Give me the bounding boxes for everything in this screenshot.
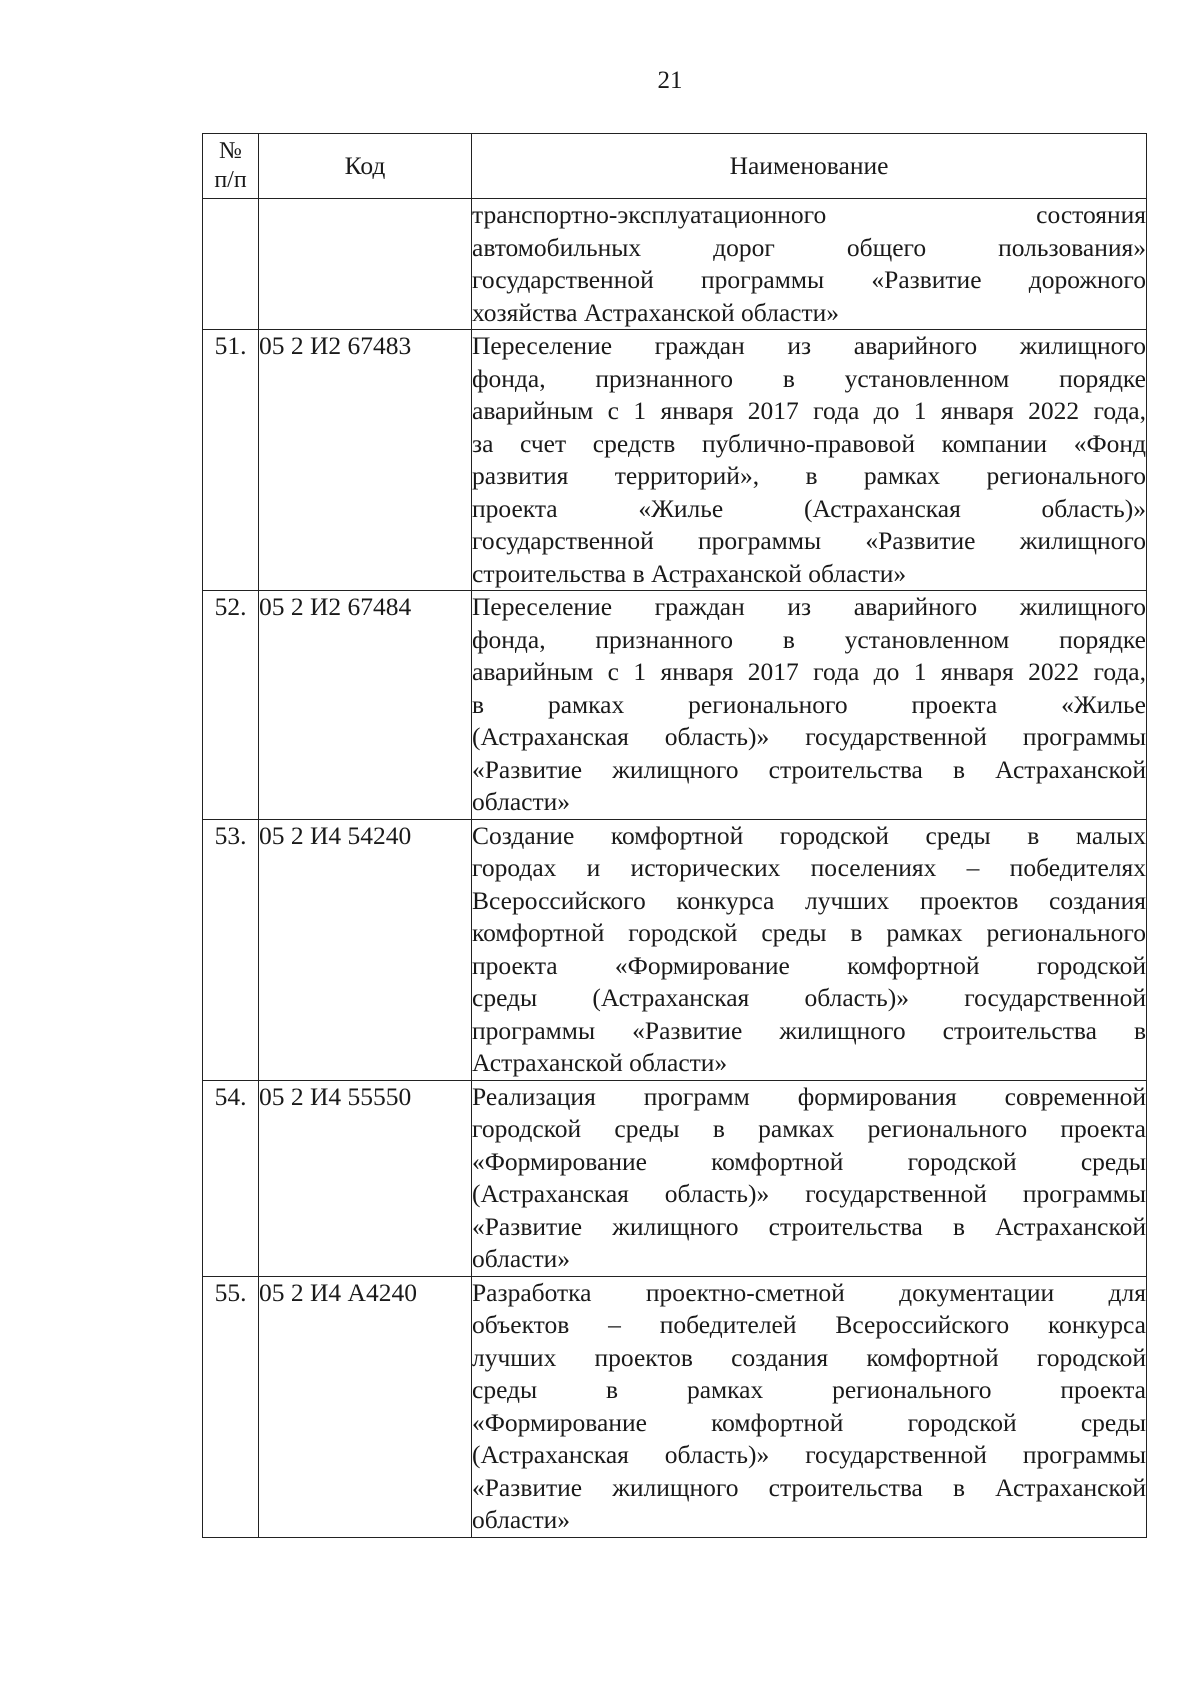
header-code: Код bbox=[259, 134, 472, 199]
row-name-line: Переселение граждан из аварийного жилищного bbox=[472, 331, 1146, 360]
row-code: 05 2 И4 54240 bbox=[259, 819, 472, 1080]
row-name-line: (Астраханская область)» государственной программы bbox=[472, 1179, 1146, 1208]
table-header-row bbox=[203, 134, 1147, 199]
row-name-line: (Астраханская область)» государственной программы bbox=[472, 1440, 1146, 1469]
row-code: 05 2 И2 67484 bbox=[259, 591, 472, 820]
row-name bbox=[472, 330, 1147, 591]
row-name-line: (Астраханская область)» государственной программы bbox=[472, 722, 1146, 751]
row-name-line: среды в рамках регионального проекта bbox=[472, 1375, 1146, 1404]
row-name-line: транспортно-эксплуатационного состояния bbox=[472, 200, 1146, 229]
row-name-line: «Развитие жилищного строительства в Астраханской bbox=[472, 754, 1146, 784]
row-number: 53. bbox=[203, 819, 259, 1080]
row-name-line: аварийным с 1 января 2017 года до 1 января 2022 года, bbox=[472, 396, 1146, 425]
row-name-line: области» bbox=[472, 787, 570, 816]
table-row bbox=[203, 330, 1147, 591]
row-name-line: среды (Астраханская область)» государственной bbox=[472, 983, 1146, 1012]
row-name-line: «Формирование комфортной городской среды bbox=[472, 1146, 1146, 1176]
row-name-line: строительства в Астраханской области» bbox=[472, 558, 907, 588]
row-name-line: Создание комфортной городской среды в малых bbox=[472, 820, 1146, 850]
row-number: 55. bbox=[203, 1276, 259, 1537]
row-name-line: лучших проектов создания комфортной городской bbox=[472, 1342, 1146, 1372]
table-row bbox=[203, 819, 1147, 1080]
row-name-line: Астраханской области» bbox=[472, 1048, 728, 1077]
row-name-line: программы «Развитие жилищного строительства в bbox=[472, 1015, 1146, 1045]
row-name-line: «Развитие жилищного строительства в Астраханской bbox=[472, 1211, 1146, 1241]
table-row bbox=[203, 199, 1147, 330]
row-name-line: государственной программы «Развитие дорожного bbox=[472, 265, 1146, 294]
row-number: 52. bbox=[203, 591, 259, 820]
row-name-line: фонда, признанного в установленном порядке bbox=[472, 624, 1146, 654]
row-name bbox=[472, 1276, 1147, 1537]
row-number: 54. bbox=[203, 1080, 259, 1276]
row-name-line: проекта «Жилье (Астраханская область)» bbox=[472, 493, 1146, 523]
row-name-line: объектов – победителей Всероссийского конкурса bbox=[472, 1310, 1146, 1339]
row-name-line: области» bbox=[472, 1244, 570, 1273]
row-code bbox=[259, 199, 472, 330]
row-name bbox=[472, 819, 1147, 1080]
table-body bbox=[203, 199, 1147, 1538]
row-name bbox=[472, 199, 1147, 330]
row-name-line: хозяйства Астраханской области» bbox=[472, 297, 840, 327]
row-number: 51. bbox=[203, 330, 259, 591]
row-name-line: комфортной городской среды в рамках регионального bbox=[472, 918, 1146, 947]
row-name-line: автомобильных дорог общего пользования» bbox=[472, 232, 1146, 262]
row-name-line: Разработка проектно-сметной документации для bbox=[472, 1277, 1146, 1307]
header-num bbox=[203, 134, 259, 199]
row-name-line: городах и исторических поселениях – победителях bbox=[472, 853, 1146, 882]
table-row bbox=[203, 1276, 1147, 1537]
row-name-line: проекта «Формирование комфортной городской bbox=[472, 950, 1146, 980]
row-name-line: Реализация программ формирования современной bbox=[472, 1081, 1146, 1111]
row-name bbox=[472, 591, 1147, 820]
table-row bbox=[203, 591, 1147, 820]
row-name bbox=[472, 1080, 1147, 1276]
row-name-line: за счет средств публично-правовой компании «Фонд bbox=[472, 428, 1146, 458]
row-name-line: в рамках регионального проекта «Жилье bbox=[472, 689, 1146, 719]
row-name-line: фонда, признанного в установленном порядке bbox=[472, 363, 1146, 393]
budget-code-table bbox=[202, 133, 1147, 1538]
row-name-line: городской среды в рамках регионального проекта bbox=[472, 1114, 1146, 1143]
header-name: Наименование bbox=[472, 134, 1147, 199]
row-name-line: развития территорий», в рамках регионального bbox=[472, 461, 1146, 490]
row-name-line: Всероссийского конкурса лучших проектов создания bbox=[472, 885, 1146, 915]
row-name-line: «Формирование комфортной городской среды bbox=[472, 1407, 1146, 1437]
row-number bbox=[203, 199, 259, 330]
header-num-label: № п/п bbox=[214, 138, 247, 193]
row-code: 05 2 И2 67483 bbox=[259, 330, 472, 591]
row-code: 05 2 И4 55550 bbox=[259, 1080, 472, 1276]
row-name-line: области» bbox=[472, 1505, 570, 1534]
row-code: 05 2 И4 А4240 bbox=[259, 1276, 472, 1537]
row-name-line: «Развитие жилищного строительства в Астраханской bbox=[472, 1472, 1146, 1502]
row-name-line: аварийным с 1 января 2017 года до 1 января 2022 года, bbox=[472, 657, 1146, 686]
row-name-line: Переселение граждан из аварийного жилищного bbox=[472, 592, 1146, 621]
page-number: 21 bbox=[657, 67, 683, 94]
table-row bbox=[203, 1080, 1147, 1276]
row-name-line: государственной программы «Развитие жилищного bbox=[472, 526, 1146, 555]
